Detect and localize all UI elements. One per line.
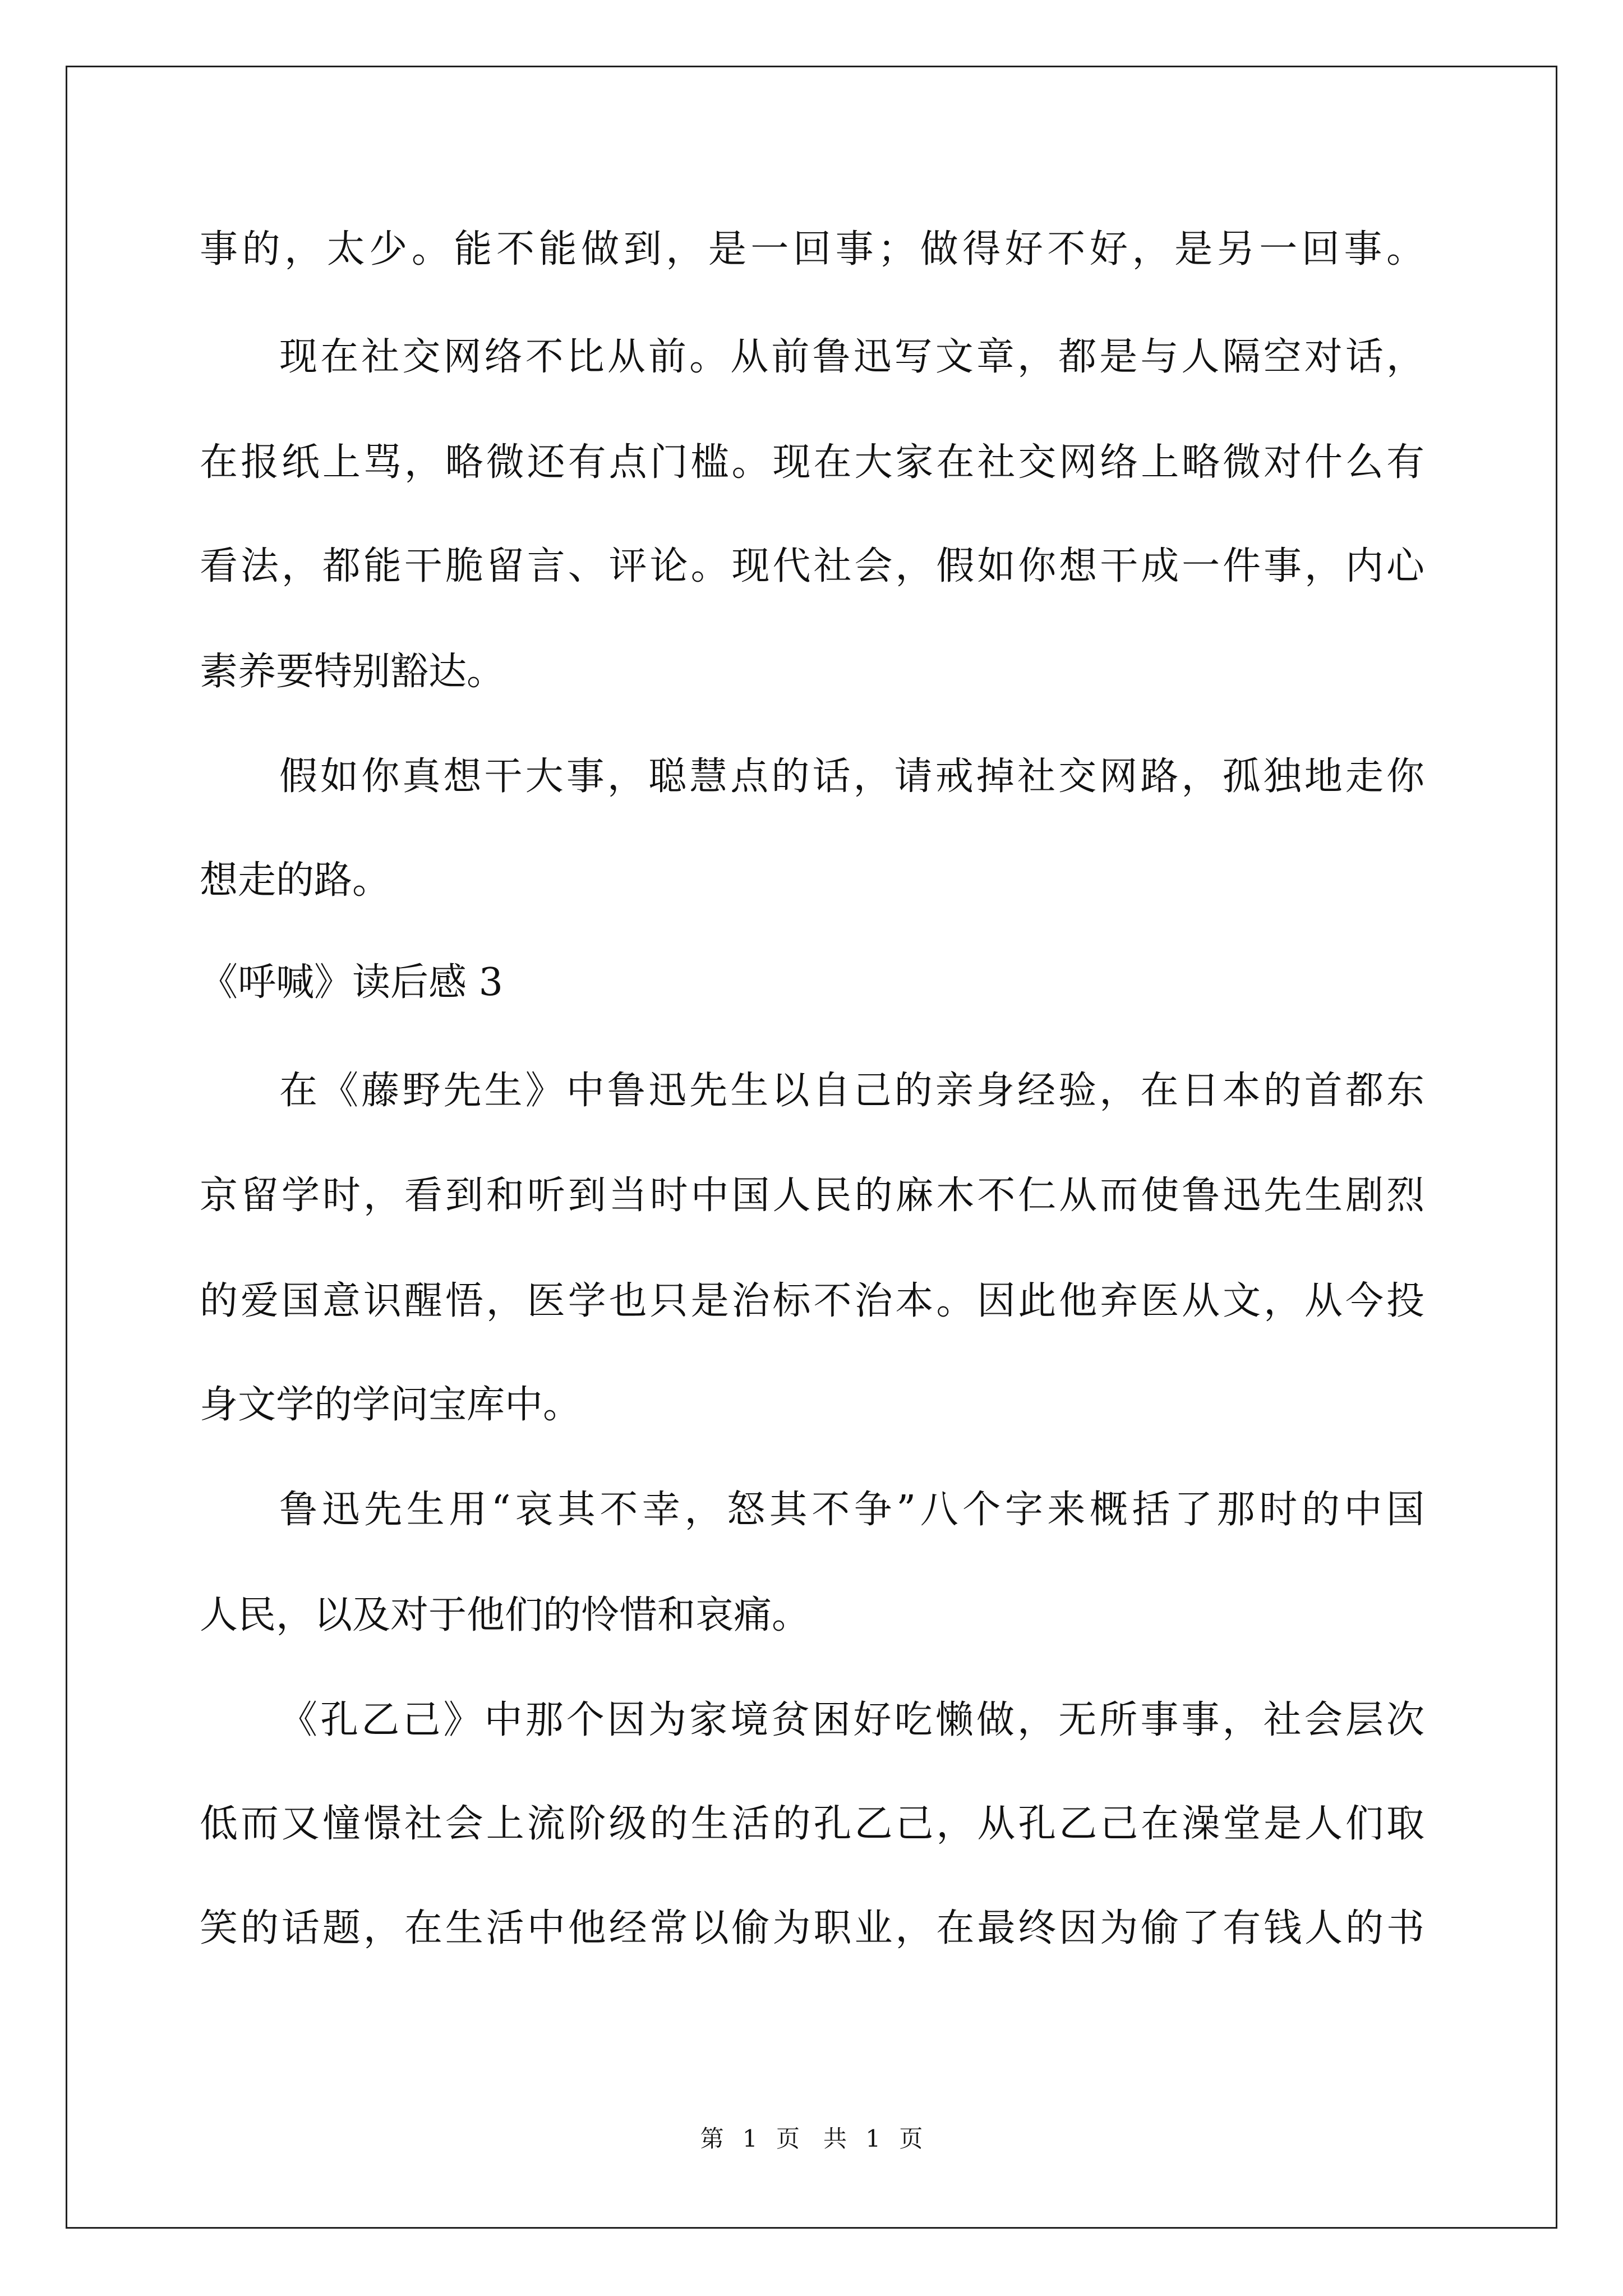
paragraph-line: 身文学的学问宝库中。	[200, 1383, 582, 1427]
paragraph-line: 在《藤野先生》中鲁迅先生以自己的亲身经验，在日本的首都东	[279, 1069, 1424, 1113]
paragraph-line: 低而又憧憬社会上流阶级的生活的孔乙己，从孔乙己在澡堂是人们取	[200, 1802, 1424, 1846]
paragraph-line: 鲁迅先生用“哀其不幸，怒其不争”八个字来概括了那时的中国	[279, 1488, 1424, 1532]
paragraph-line: 假如你真想干大事，聪慧点的话，请戒掉社交网路，孤独地走你	[279, 754, 1424, 799]
paragraph-line: 《孔乙己》中那个因为家境贫困好吃懒做，无所事事，社会层次	[279, 1698, 1424, 1742]
paragraph-line: 想走的路。	[200, 858, 391, 903]
paragraph-line: 现在社交网络不比从前。从前鲁迅写文章，都是与人隔空对话，	[279, 335, 1424, 379]
page-number-footer: 第 1 页 共 1 页	[700, 2125, 923, 2152]
paragraph-line: 笑的话题，在生活中他经常以偷为职业，在最终因为偷了有钱人的书	[200, 1906, 1424, 1950]
page-border	[66, 66, 1557, 2229]
paragraph-line: 人民，以及对于他们的怜惜和哀痛。	[200, 1593, 810, 1637]
section-heading: 《呼喊》读后感 3	[200, 960, 503, 1005]
paragraph-line: 事的，太少。能不能做到，是一回事；做得好不好，是另一回事。	[200, 227, 1424, 272]
paragraph-line: 素养要特别豁达。	[200, 650, 505, 694]
paragraph-line: 京留学时，看到和听到当时中国人民的麻木不仁从而使鲁迅先生剧烈	[200, 1174, 1424, 1218]
paragraph-line: 看法，都能干脆留言、评论。现代社会，假如你想干成一件事，内心	[200, 544, 1424, 588]
paragraph-line: 的爱国意识醒悟，医学也只是治标不治本。因此他弃医从文，从今投	[200, 1279, 1424, 1323]
paragraph-line: 在报纸上骂，略微还有点门槛。现在大家在社交网络上略微对什么有	[200, 440, 1424, 485]
